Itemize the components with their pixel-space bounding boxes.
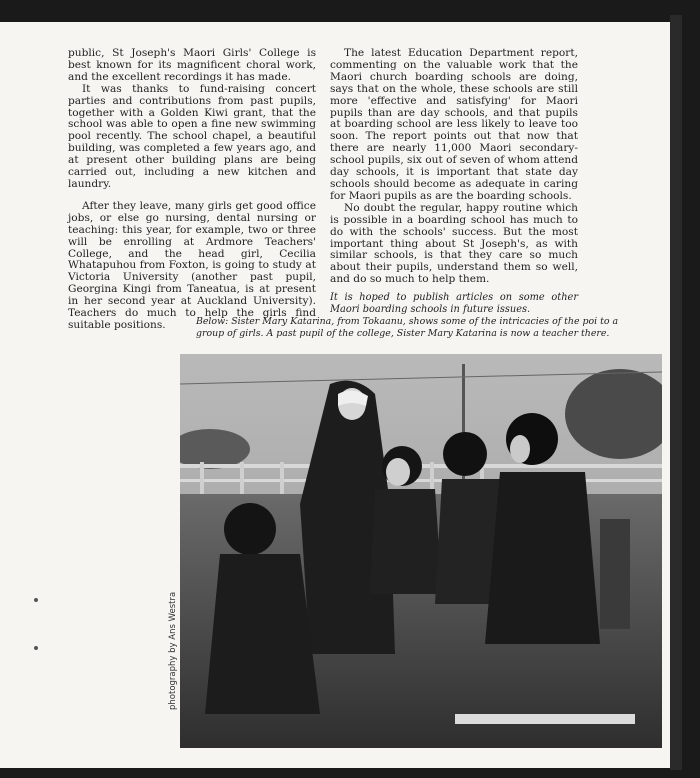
paragraph: The latest Education Department report, commenting on the valuable work that the Maori church boarding schools are doing, says that on the whole, these schools are still more 'effective and satisfying' for Maori pupils than are day schools, and that pupils at boarding school are less likely to leave too soon. The report points out that now that there are nearly 11,000 Maori secondary-school pupils, six out of seven of whom attend day schools, it is important that state day schools should become as adequate in caring for Maori pupils as are the boarding schools. <box>330 47 578 202</box>
photograph <box>180 354 662 748</box>
binding-mark <box>34 598 38 602</box>
binding-mark <box>34 646 38 650</box>
paragraph: It was thanks to fund-raising concert parties and contributions from past pupils, together with a Golden Kiwi grant, that the school was able to open a fine new swimming pool recently. The school chapel, a beautiful building, was completed a few years ago, and at present other building plans are being carried out, including a new kitchen and laundry. <box>68 82 316 190</box>
photo-caption: Below: Sister Mary Katarina, from Tokaanu, shows some of the intricacies of the poi to a group of girls. A past pupil of the college, Sister Mary Katarina is now a teacher there. <box>196 316 619 339</box>
paragraph: No doubt the regular, happy routine which is possible in a boarding school has much to do with the schools' success. But the most important thing about St Joseph's, as with similar schools, is that they care so much about their pupils, understand them so well, and do so much to help them. <box>330 201 578 286</box>
paragraph: After they leave, many girls get good office jobs, or else go nursing, dental nursing or teaching: this year, for example, two or three will be enrolling at Ardmore Teachers' College, and the head girl, Cecilia Whatapuhou from Foxton, is going to study at Victoria University (another past pupil, Georgina Kingi from Taneatua, is at present in her second year at Auckland University). Teachers do much to help the girls find suitable positions. <box>68 199 316 331</box>
page-edge <box>670 15 682 770</box>
editorial-note: It is hoped to publish articles on some other Maori boarding schools in future issues. <box>330 292 578 316</box>
article-left-column <box>68 48 316 332</box>
photo-illustration <box>180 354 662 748</box>
article-right-column <box>330 48 578 316</box>
paragraph: public, St Joseph's Maori Girls' College is best known for its magnificent choral work, and the excellent recordings it has made. <box>68 47 316 83</box>
photo-credit: photography by Ans Westra <box>168 591 178 710</box>
